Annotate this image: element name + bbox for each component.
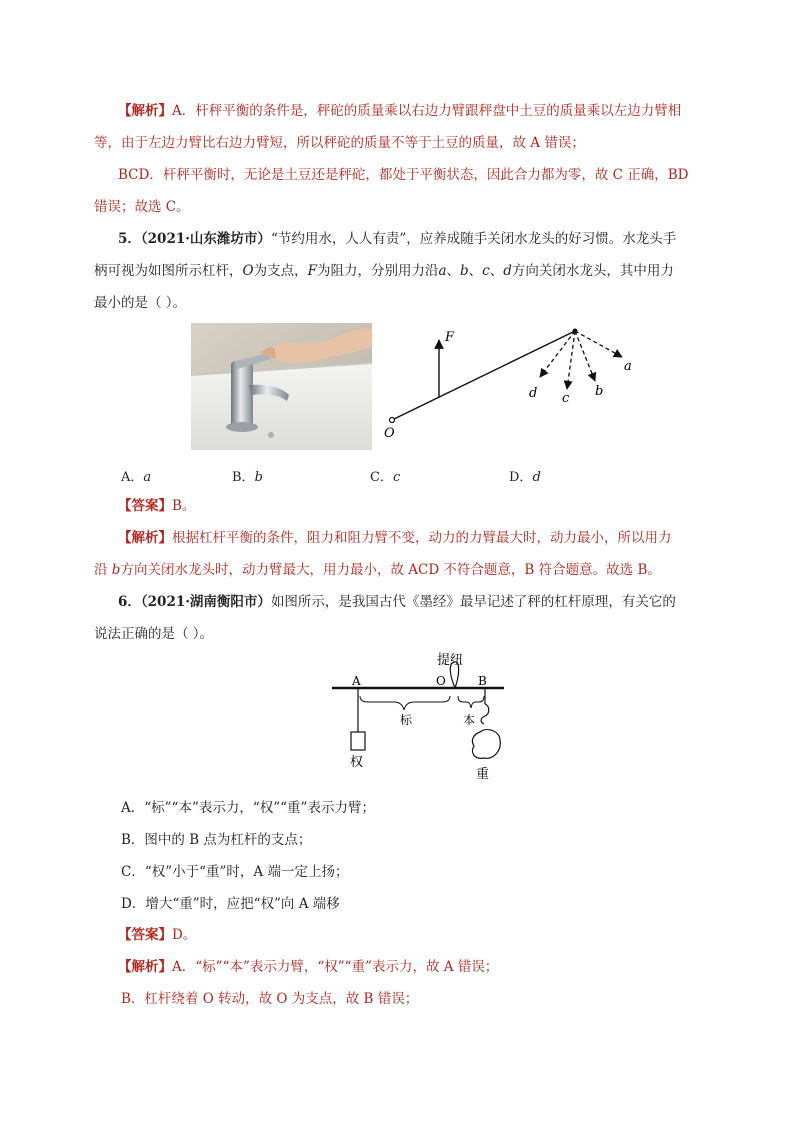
label-d: d [529, 386, 538, 401]
q5-option-d: D．d [509, 470, 541, 485]
label-point-a: A [352, 674, 361, 688]
label-b: b [595, 384, 604, 399]
biao-brace [360, 696, 450, 710]
lever-bar [392, 331, 575, 420]
q6-analysis-line-2: B．杠杆绕着 O 转动，故 O 为支点，故 B 错误； [121, 991, 419, 1007]
q5-analysis-line-1: 【解析】根据杠杆平衡的条件，阻力和阻力臂不变，动力的力臂最大时，动力最小，所以用力 [118, 530, 672, 546]
q6-option-c: C．“权”小于“重”时，A 端一定上扬； [121, 864, 349, 880]
q5-option-b: B．b [232, 470, 263, 485]
label-zhong: 重 [476, 767, 490, 782]
faucet-photo [191, 323, 372, 450]
question-source: （2021·湖南衡阳市） [140, 594, 271, 610]
q6-analysis-line-1: 【解析】A．“标”“本”表示力臂，“权”“重”表示力，故 A 错误； [118, 959, 499, 975]
q6-option-a: A．“标”“本”表示力，“权”“重”表示力臂； [121, 800, 375, 816]
steelyard-diagram [330, 648, 510, 788]
force-d-arrow [540, 331, 575, 377]
label-quan: 权 [350, 755, 364, 770]
question-number: 5． [118, 231, 141, 247]
q6-option-b: B．图中的 B 点为杠杆的支点； [121, 832, 312, 848]
analysis-4-line-1: 【解析】A．杆秤平衡的条件是，秤砣的质量乘以右边力臂跟秤盘中土豆的质量乘以左边力臂相 [118, 103, 682, 119]
label-o: O [384, 426, 395, 441]
heavy-object [472, 730, 500, 759]
question-5-line-3: 最小的是（ ）。 [94, 295, 187, 311]
analysis-4-line-4: 错误；故选 C。 [94, 199, 190, 215]
q5-option-a: A．a [121, 470, 152, 485]
question-source: （2021·山东潍坊市） [140, 231, 271, 247]
question-6-line-2: 说法正确的是（ ）。 [94, 626, 214, 642]
ben-brace [458, 696, 484, 708]
q6-answer: 【答案】D。 [118, 927, 197, 943]
question-number: 6． [118, 594, 141, 610]
label-biao: 标 [400, 713, 413, 727]
force-b-arrow [575, 331, 595, 381]
question-6-line-1: 6．（2021·湖南衡阳市）如图所示，是我国古代《墨经》最早记述了秤的杠杆原理，有关它的 [118, 594, 676, 610]
label-ben: 本 [463, 713, 476, 727]
force-a-arrow [575, 331, 622, 357]
label-point-o: O [436, 674, 446, 688]
question-5-line-2: 柄可视为如图所示杠杆，O为支点，F为阻力，分别用力沿a、b、c、d方向关闭水龙头，其中用力 [94, 263, 674, 279]
question-5-line-1: 5．（2021·山东潍坊市）“节约用水，人人有责”，应养成随手关闭水龙头的好习惯。水龙头手 [118, 231, 677, 247]
q6-option-d: D．增大“重”时，应把“权”向 A 端移 [121, 896, 340, 912]
q5-analysis-line-2: 沿 b方向关闭水龙头时，动力臂最大，用力最小，故 ACD 不符合题意，B 符合题意。故选 B。 [94, 562, 661, 578]
label-c: c [562, 391, 570, 406]
q5-option-c: C．c [370, 470, 401, 485]
faucet-photo-image [191, 323, 372, 450]
weight-block [351, 732, 365, 750]
label-tiniu: 提纽 [437, 653, 464, 668]
label-a: a [624, 359, 632, 374]
label-f: F [445, 330, 455, 345]
label-point-b: B [478, 674, 487, 688]
q5-answer: 【答案】B。 [118, 498, 196, 514]
pivot-point [390, 418, 395, 423]
analysis-4-line-3: BCD．杆秤平衡时，无论是土豆还是秤砣，都处于平衡状态，因此合力都为零，故 C 正确，BD [118, 167, 689, 183]
hook [481, 704, 489, 724]
analysis-tag: 【解析】 [118, 103, 172, 119]
analysis-4-line-2: 等，由于左边力臂比右边力臂短，所以秤砣的质量不等于土豆的质量，故 A 错误； [94, 135, 585, 151]
force-c-arrow [567, 331, 575, 389]
lever-diagram [378, 320, 638, 450]
